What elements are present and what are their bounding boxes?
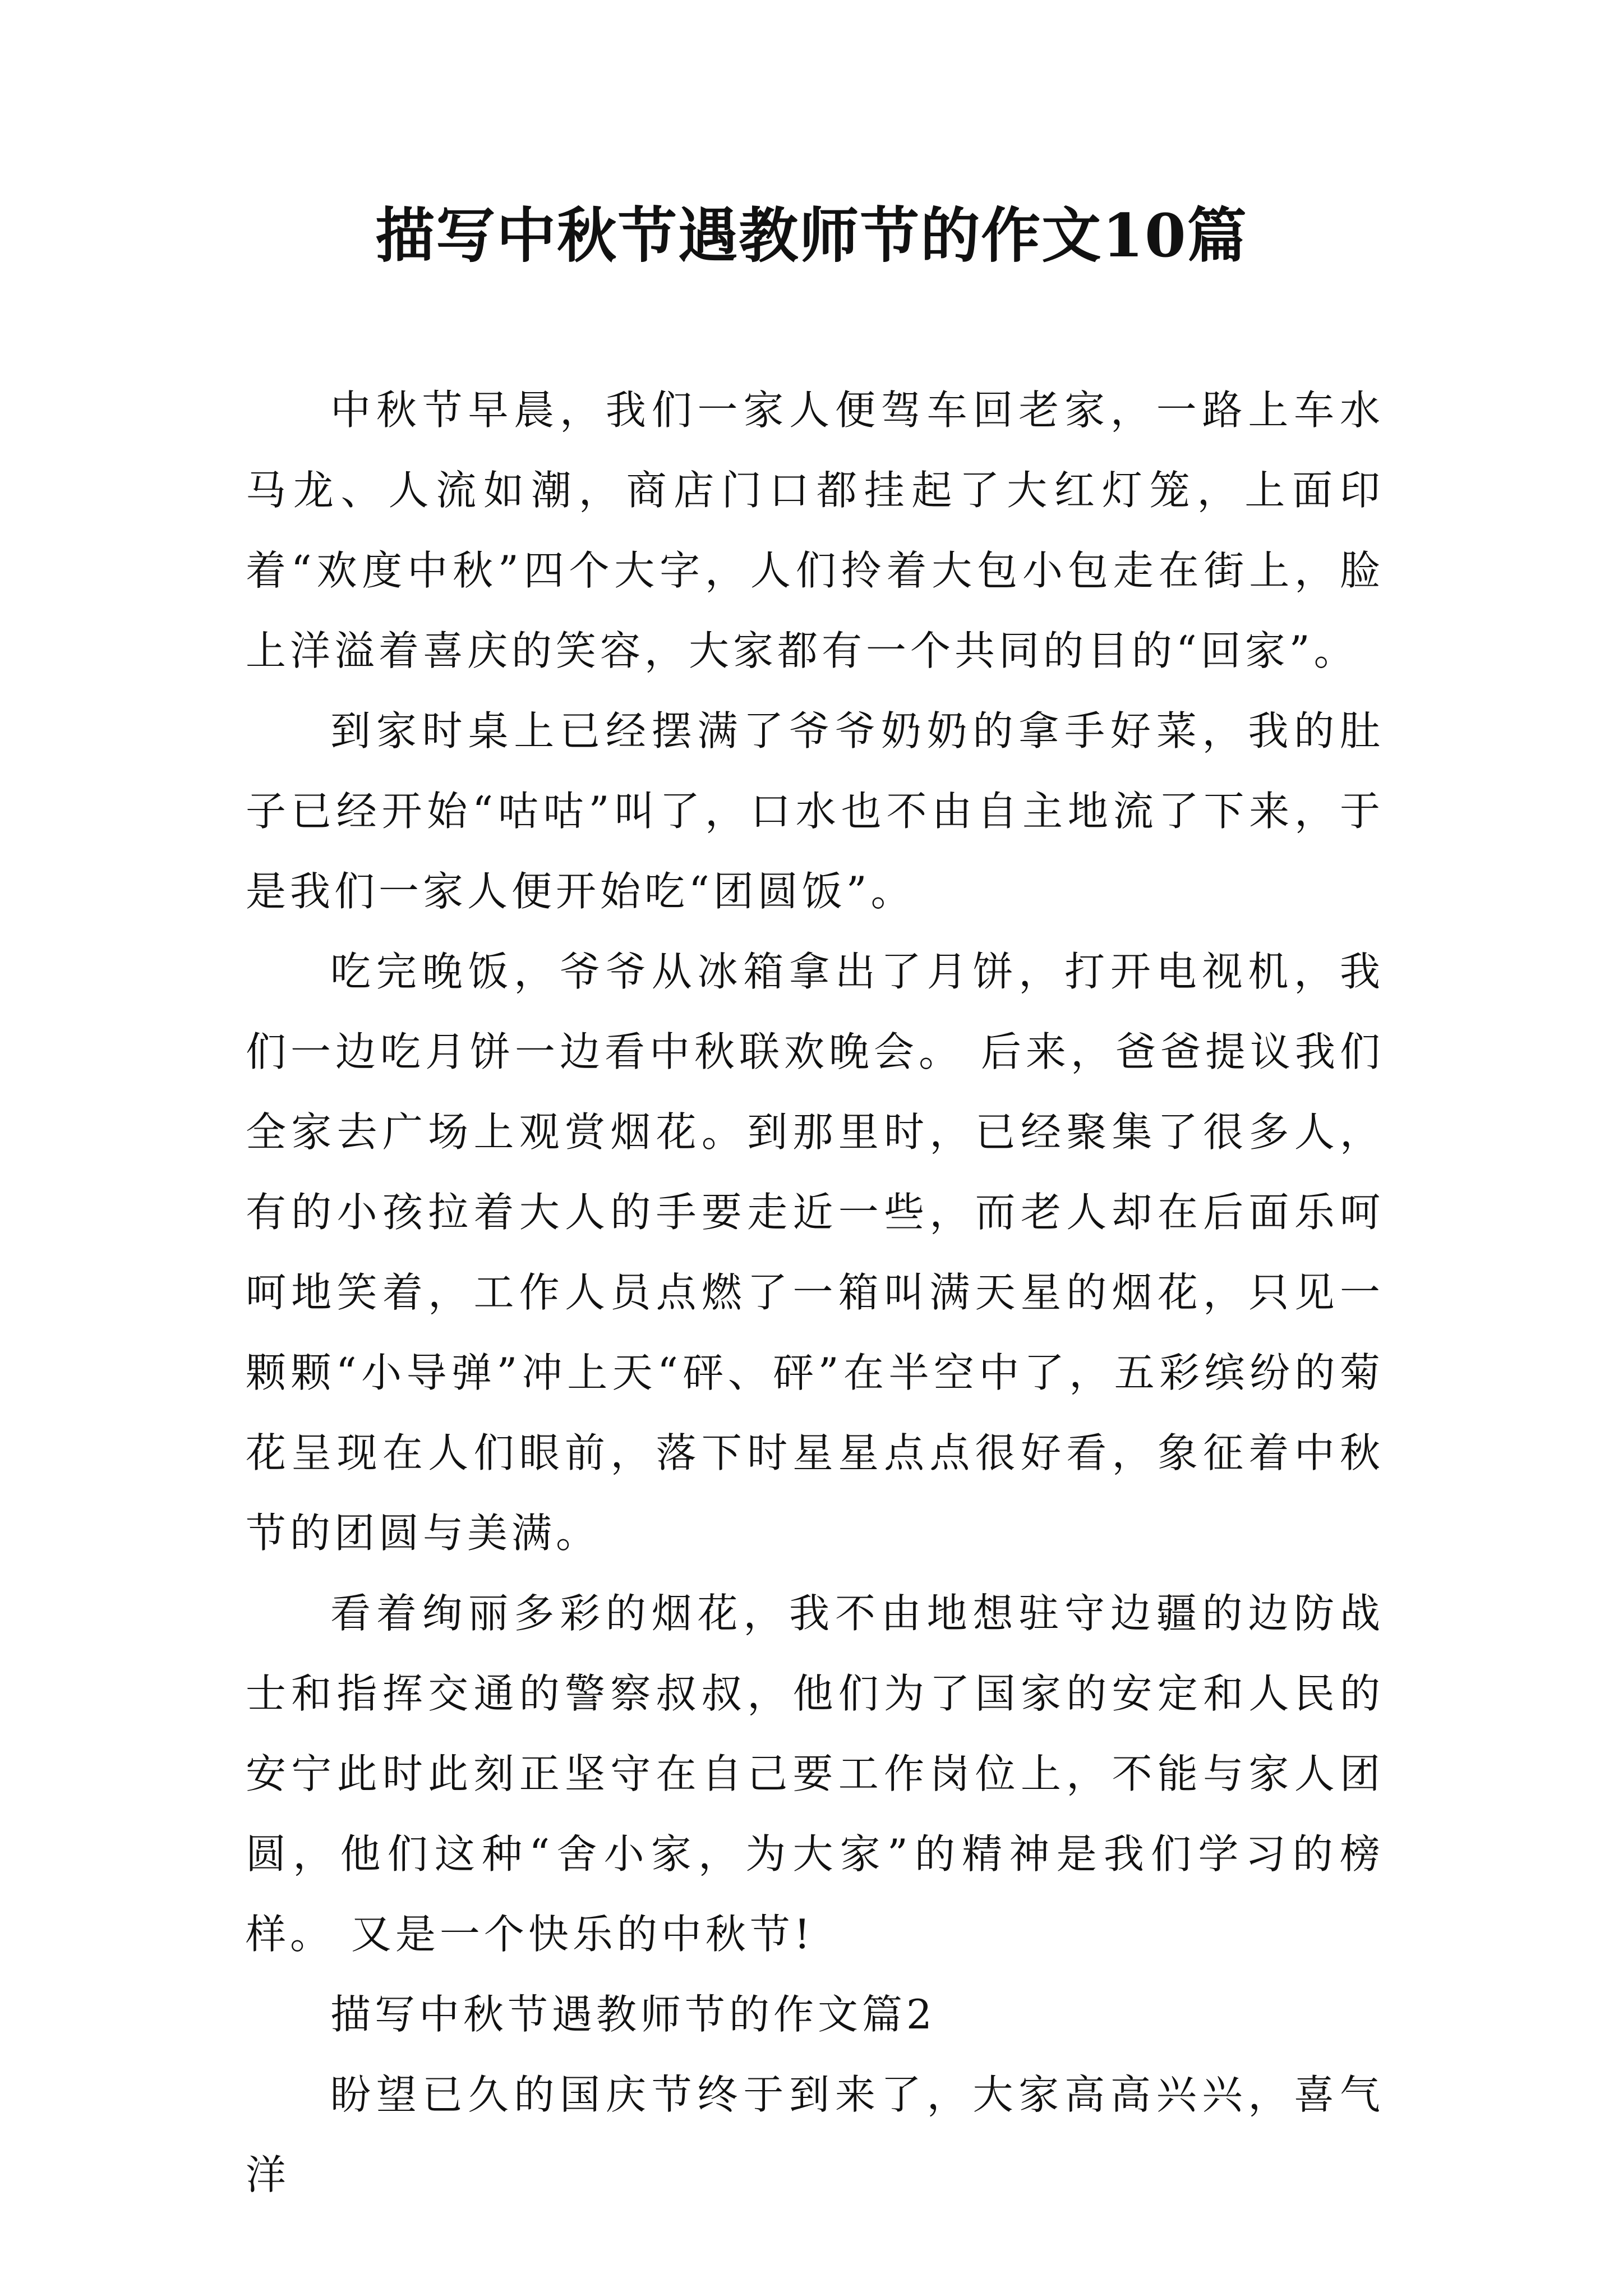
paragraph-4: 看着绚丽多彩的烟花，我不由地想驻守边疆的边防战士和指挥交通的警察叔叔，他们为了国家的安定和人民的安宁此时此刻正坚守在自己要工作岗位上，不能与家人团圆，他们这种“舍小家，为大家”的精神是我们学习的榜样。 又是一个快乐的中秋节!: [246, 1590, 1384, 1958]
paragraph-3: 吃完晚饭，爷爷从冰箱拿出了月饼，打开电视机，我们一边吃月饼一边看中秋联欢晚会。 后来，爸爸提议我们全家去广场上观赏烟花。到那里时，已经聚集了很多人，有的小孩拉着大人的手要走近一些，而老人却在后面乐呵呵地笑着，工作人员点燃了一箱叫满天星的烟花，只见一颗颗“小导弹”冲上天“砰、砰”在半空中了，五彩缤纷的菊花呈现在人们眼前，落下时星星点点很好看，象征着中秋节的团圆与美满。: [246, 948, 1384, 1557]
paragraph-2: 到家时桌上已经摆满了爷爷奶奶的拿手好菜，我的肚子已经开始“咕咕”叫了，口水也不由自主地流了下来，于是我们一家人便开始吃“团圆饭”。: [246, 707, 1384, 915]
document-title: 描写中秋节遇教师节的作文10篇: [375, 200, 1248, 270]
paragraph-1: 中秋节早晨，我们一家人便驾车回老家，一路上车水马龙、人流如潮，商店门口都挂起了大红灯笼，上面印着“欢度中秋”四个大字，人们拎着大包小包走在街上，脸上洋溢着喜庆的笑容，大家都有一个共同的目的“回家”。: [246, 386, 1384, 674]
section-heading-2: 描写中秋节遇教师节的作文篇2: [330, 1991, 936, 2038]
document-body: [246, 370, 1384, 2215]
paragraph-5: 盼望已久的国庆节终于到来了，大家高高兴兴，喜气洋: [246, 2071, 1384, 2198]
